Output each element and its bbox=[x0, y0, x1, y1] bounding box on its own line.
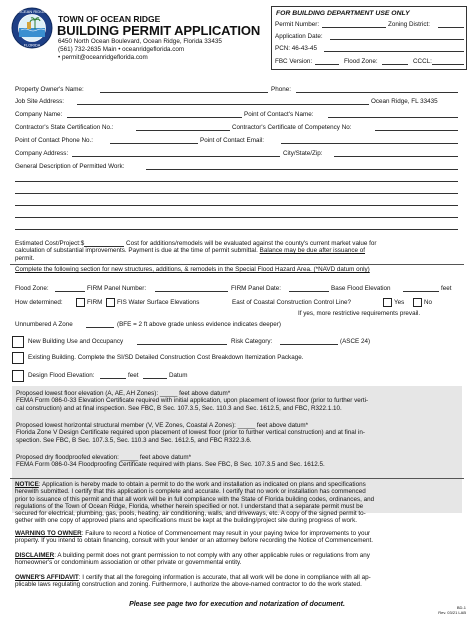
estimated-cost-field[interactable] bbox=[84, 240, 124, 247]
new-building-checkbox[interactable] bbox=[12, 336, 24, 348]
design-flood-label: Design Flood Elevation: bbox=[28, 372, 95, 379]
risk-category-label: Risk Category: bbox=[231, 338, 273, 345]
application-date-label: Application Date: bbox=[275, 33, 323, 40]
town-email: • permit@oceanridgeflorida.com bbox=[58, 54, 148, 61]
unnumbered-zone-field[interactable] bbox=[86, 327, 114, 328]
contact-email-label: Point of Contact Email: bbox=[200, 137, 265, 144]
estimated-cost-text3: permit. bbox=[15, 254, 35, 262]
contact-email-field[interactable] bbox=[281, 143, 458, 144]
svg-text:OCEAN RIDGE: OCEAN RIDGE bbox=[17, 9, 47, 14]
coastal-no-label: No bbox=[424, 299, 433, 306]
coastal-line-label: East of Coastal Construction Control Line? bbox=[232, 299, 352, 306]
company-address-label: Company Address: bbox=[15, 150, 69, 157]
design-flood-datum-label: Datum bbox=[169, 372, 188, 379]
competency-cert-label: Contractor's Certificate of Competency No: bbox=[232, 124, 352, 131]
pcn-label: PCN: 46-43-45 bbox=[275, 45, 317, 52]
notice-label: NOTICE bbox=[15, 481, 39, 488]
flood-zone-field[interactable] bbox=[55, 291, 85, 292]
coastal-yes-label: Yes bbox=[394, 299, 405, 306]
town-name: TOWN OF OCEAN RIDGE bbox=[58, 14, 161, 24]
design-flood-datum-field[interactable] bbox=[143, 378, 167, 379]
lowest-floor-paragraph: Proposed lowest floor elevation (A, AE, AH Zones): _____ feet above datum* FEMA Form 086-0-33 Elevation Certificate required with initial application, upon placement of lowest floor (prior to further verti- cal construction) and at final inspection. See FBC, B Sec. 107.3.5, Sec. 110.3 and Sec. 1612.5, and FBC, R322.1.10. bbox=[16, 390, 369, 412]
new-building-label: New Building Use and Occupancy bbox=[28, 338, 124, 345]
owner-name-label: Property Owner's Name: bbox=[15, 86, 84, 93]
warning-label: WARNING TO OWNER bbox=[15, 530, 82, 537]
unnumbered-zone-label: Unnumbered A Zone bbox=[15, 321, 73, 328]
firm-label: FIRM bbox=[87, 299, 103, 306]
town-address: 6450 North Ocean Boulevard, Ocean Ridge, Florida 33435 bbox=[58, 38, 222, 45]
estimated-cost-text1: Cost for additions/remodels will be evaluated against the county's current market value for bbox=[126, 240, 377, 247]
firm-checkbox[interactable] bbox=[76, 298, 85, 307]
floodproofed-paragraph: Proposed dry floodproofed elevation: _____ feet above datum* FEMA Form 086-0-34 Floodproofing Certificate required with plans. See FBC, B Sec. 107.3.5 and Sec. 1612.5. bbox=[16, 454, 325, 469]
estimated-cost-block bbox=[15, 240, 465, 262]
cccl-label: CCCL: bbox=[413, 58, 432, 65]
job-site-label: Job Site Address: bbox=[15, 98, 65, 105]
affidavit-paragraph: OWNER'S AFFIDAVIT: I certify that all the foregoing information is accurate, that all work will be done in compliance with all ap- plicable laws regulating construction and zoning. Furthermore, I authorize the above-named contractor to do the work stated. bbox=[15, 574, 371, 589]
bfe-note: (BFE = 2 ft above grade unless evidence indicates deeper) bbox=[117, 321, 281, 328]
horizontal-member-paragraph: Proposed lowest horizontal structural member (V, VE Zones, Coastal A Zones): _____ feet above datum* Florida Zone V Design Certificate required upon placement of lowest floor (prior to further vertical construction) and at final in- spection. See FBC, B Sec. 107.3.5, Sec. 110.3 and Sec. 1612.5, and FBC R322.3.6. bbox=[16, 422, 365, 444]
city-state-zip-label: City/State/Zip: bbox=[283, 150, 323, 157]
asce-label: (ASCE 24) bbox=[340, 338, 371, 345]
company-name-field[interactable] bbox=[67, 117, 242, 118]
coastal-yes-checkbox[interactable] bbox=[383, 298, 392, 307]
section-divider bbox=[10, 264, 464, 265]
how-determined-label: How determined: bbox=[15, 299, 63, 306]
disclaimer-label: DISCLAIMER bbox=[15, 552, 55, 559]
base-flood-elevation-field[interactable] bbox=[403, 291, 439, 292]
coastal-prevail-note: If yes, more restrictive requirements prevail. bbox=[298, 310, 421, 317]
office-use-box bbox=[271, 6, 467, 70]
description-field-4[interactable] bbox=[15, 205, 458, 206]
permit-number-label: Permit Number: bbox=[275, 21, 320, 28]
flood-zone-label: Flood Zone: bbox=[15, 285, 49, 292]
description-field-1[interactable] bbox=[146, 169, 458, 170]
notice-paragraph: NOTICE: Application is hereby made to obtain a permit to do the work and installation as indicated on plans and specifications herewith submitted. I certify that this application is complete and accurate. I certify that no work or installation has commenced prior to issuance of this permit and that all work will be in full compliance with the State of Florida building codes, ordinances, and regulations of the Town of Ocean Ridge, Florida, whether herein specified or not. I understand that a separate permit must be secured for electrical, plumbing, gas, pools, heating, air conditioning, walls, and driveways, etc. A copy of the signed permit to- gether with one copy of approved plans and specifications must be kept at the building/project site during progress of work. bbox=[15, 481, 375, 525]
estimated-cost-text2: calculation of substantial improvements. Payment is due at the time of permit submittal. bbox=[15, 247, 258, 255]
cccl-field[interactable] bbox=[432, 64, 464, 65]
flood-zone-office-field[interactable] bbox=[382, 64, 408, 65]
firm-panel-date-field[interactable] bbox=[289, 291, 329, 292]
base-flood-elevation-label: Base Flood Elevation bbox=[331, 285, 391, 292]
phone-field[interactable] bbox=[296, 92, 458, 93]
balance-due-note: Balance may be due after issuance of bbox=[259, 247, 366, 255]
risk-category-field[interactable] bbox=[280, 344, 338, 345]
point-contact-name-label: Point of Contact's Name: bbox=[244, 111, 314, 118]
svg-text:FLORIDA: FLORIDA bbox=[23, 43, 41, 48]
footer-note: Please see page two for execution and notarization of document. bbox=[129, 601, 345, 608]
fis-label: FIS Water Surface Elevations bbox=[117, 299, 200, 306]
design-flood-feet-field[interactable] bbox=[100, 378, 126, 379]
new-building-field[interactable] bbox=[137, 344, 227, 345]
zoning-district-field[interactable] bbox=[438, 27, 464, 28]
company-name-label: Company Name: bbox=[15, 111, 63, 118]
warning-paragraph: WARNING TO OWNER: Failure to record a Notice of Commencement may result in your paying twice for improvements to your property. If you intend to obtain financing, consult with your lender or an attorney before recording the Notice of Commencement. bbox=[15, 530, 373, 545]
disclaimer-paragraph: DISCLAIMER: A building permit does not grant permission to not comply with any other applicable rules or regulations from any homeowner's or condominium association or other private or governmental entity. bbox=[15, 552, 370, 567]
form-id: BD-1 bbox=[456, 605, 466, 610]
flood-section-heading: Complete the following section for new structures, additions, & remodels in the Special Flood Hazard Area. (*NAVD datum only) bbox=[15, 266, 370, 273]
firm-panel-number-field[interactable] bbox=[155, 291, 228, 292]
flood-zone-office-label: Flood Zone: bbox=[344, 58, 378, 65]
existing-building-checkbox[interactable] bbox=[12, 352, 24, 364]
firm-panel-number-label: FIRM Panel Number: bbox=[87, 285, 147, 292]
pcn-field[interactable] bbox=[324, 51, 464, 52]
application-date-field[interactable] bbox=[330, 39, 464, 40]
existing-building-label: Existing Building. Complete the SI/SD Detailed Construction Cost Breakdown Itemization Package. bbox=[28, 354, 304, 361]
state-cert-label: Contractor's State Certification No.: bbox=[15, 124, 114, 131]
town-phone-web: (561) 732-2635 Main • oceanridgeflorida.com bbox=[58, 46, 185, 53]
state-cert-field[interactable] bbox=[136, 130, 230, 131]
coastal-no-checkbox[interactable] bbox=[413, 298, 422, 307]
contact-phone-label: Point of Contact Phone No.: bbox=[15, 137, 94, 144]
design-flood-feet-label: feet bbox=[128, 372, 139, 379]
zoning-district-label: Zoning District: bbox=[388, 21, 430, 28]
competency-cert-field[interactable] bbox=[375, 130, 458, 131]
estimated-cost-label: Estimated Cost/Project:$ bbox=[15, 240, 85, 247]
form-title: BUILDING PERMIT APPLICATION bbox=[57, 23, 261, 38]
point-contact-name-field[interactable] bbox=[328, 117, 458, 118]
contact-phone-field[interactable] bbox=[110, 143, 198, 144]
description-field-3[interactable] bbox=[15, 193, 458, 194]
firm-panel-date-label: FIRM Panel Date: bbox=[231, 285, 282, 292]
phone-label: Phone: bbox=[271, 86, 291, 93]
fbc-version-label: FBC Version: bbox=[275, 58, 313, 65]
job-site-city: Ocean Ridge, FL 33435 bbox=[371, 98, 438, 105]
fbc-version-field[interactable] bbox=[315, 64, 339, 65]
job-site-field[interactable] bbox=[77, 104, 369, 105]
city-state-zip-field[interactable] bbox=[334, 156, 458, 157]
company-address-field[interactable] bbox=[72, 156, 280, 157]
owner-name-field[interactable] bbox=[100, 92, 268, 93]
permit-number-field[interactable] bbox=[322, 27, 386, 28]
section-divider-2 bbox=[10, 478, 464, 479]
office-use-heading: FOR BUILDING DEPARTMENT USE ONLY bbox=[276, 10, 410, 17]
affidavit-label: OWNER'S AFFIDAVIT bbox=[15, 574, 79, 581]
description-field-6[interactable] bbox=[15, 229, 458, 230]
description-label: General Description of Permitted Work: bbox=[15, 163, 125, 170]
fis-checkbox[interactable] bbox=[106, 298, 115, 307]
design-flood-checkbox[interactable] bbox=[12, 370, 24, 382]
town-seal bbox=[11, 7, 53, 49]
form-revision: Rev. 03/21 LAB bbox=[438, 610, 466, 615]
description-field-5[interactable] bbox=[15, 217, 458, 218]
description-field-2[interactable] bbox=[15, 181, 458, 182]
bfe-feet-label: feet bbox=[441, 285, 452, 292]
